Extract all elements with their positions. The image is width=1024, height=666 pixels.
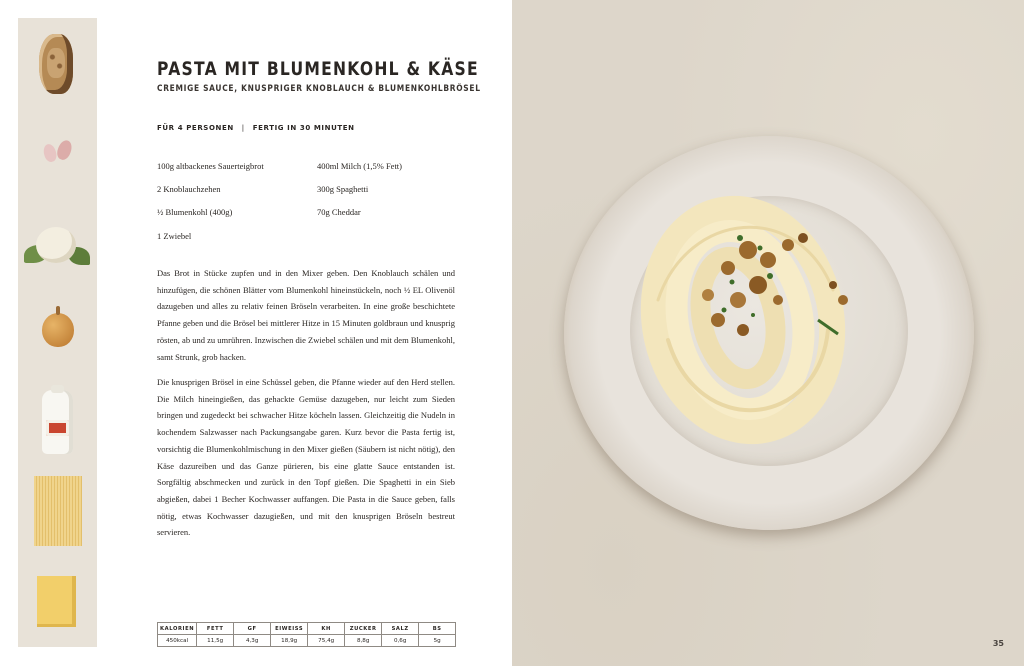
page-number: 35 [992,639,1004,648]
nutrition-value: 11,5g [197,635,234,647]
cauliflower-icon [24,223,90,273]
recipe-meta [157,124,355,132]
ingredient-item: 2 Knoblauchzehen [157,184,221,194]
ingredient-item: 100g altbackenes Sauerteigbrot [157,161,264,171]
cheese-icon [37,576,76,627]
ingredient-item: 1 Zwiebel [157,231,192,241]
method-step-1: Das Brot in Stücke zupfen und in den Mixer geben. Den Knoblauch schälen und hinzufügen, die schönen Blätter vom Blumenkohl hineinstückeln, noch ½ EL Olivenöl dazugeben und alles zu relativ feinen Bröseln verarbeiten. In eine große beschichtete Pfanne geben und die Brösel bei mittlerer Hitze in 15 Minuten goldbraun und knusprig rösten, ab und zu umrühren. Inzwischen die Zwiebel schälen und mit dem Blumenkohl, samt Strunk, grob hacken. [157,268,455,362]
milk-bottle-icon [42,390,73,454]
ingredient-item: 70g Cheddar [317,207,361,217]
recipe-title: PASTA MIT BLUMENKOHL & KÄSE [157,58,479,80]
ingredient-item: ½ Blumenkohl (400g) [157,207,233,217]
nutrition-value: 18,9g [271,635,308,647]
nutrition-table [157,622,456,647]
nutrition-header: EIWEISS [271,623,308,635]
spaghetti-icon [34,476,82,546]
method-step-2: Die knusprigen Brösel in eine Schüssel geben, die Pfanne wieder auf den Herd stellen. Die Milch hineingießen, das gehackte Gemüse dazugeben, nur leicht zum Sieden bringen und zugedeckt bei schwacher Hitze köcheln lassen. Gleichzeitig die Nudeln in kochendem Salzwasser nach Packungsangabe garen. Kurz bevor die Pasta fertig ist, vorsichtig die Blumenkohlmischung in den Mixer gießen (Säubern ist nicht nötig), den Käse dazureiben und das Ganze pürieren, bis eine glatte Sauce entstanden ist. Sorgfältig abschmecken und zurück in den Topf gießen. Die Spaghetti in ein Sieb abgießen, dabei 1 Becher Kochwasser auffangen. Die Pasta in die Sauce geben, falls nötig, etwas Kochwasser dazugießen, und mit den knusprigen Bröseln bestreut servieren. [157,377,455,538]
nutrition-header: FETT [197,623,234,635]
nutrition-value: 450kcal [158,635,197,647]
servings: FÜR 4 PERSONEN [157,124,234,132]
nutrition-value: 4,3g [234,635,271,647]
nutrition-value: 75,4g [308,635,345,647]
bread-icon [39,34,73,94]
garlic-clove-icon [55,138,74,161]
onion-icon [42,313,74,347]
meta-separator: | [241,124,245,132]
recipe-subtitle: CREMIGE SAUCE, KNUSPRIGER KNOBLAUCH & BLUMENKOHLBRÖSEL [157,84,481,94]
nutrition-header: ZUCKER [345,623,382,635]
ingredient-item: 300g Spaghetti [317,184,369,194]
nutrition-header-row [158,623,456,635]
nutrition-header: GF [234,623,271,635]
ingredient-image-strip [18,18,97,647]
ingredient-item: 400ml Milch (1,5% Fett) [317,161,402,171]
nutrition-value: 5g [419,635,456,647]
prep-time: FERTIG IN 30 MINUTEN [252,124,355,132]
garlic-icon [42,143,58,163]
nutrition-header: KH [308,623,345,635]
spaghetti-nest [628,190,858,450]
dish-photo [512,0,1024,666]
nutrition-value: 0,6g [382,635,419,647]
nutrition-value-row [158,635,456,647]
nutrition-header: KALORIEN [158,623,197,635]
nutrition-header: BS [419,623,456,635]
nutrition-value: 8,8g [345,635,382,647]
nutrition-header: SALZ [382,623,419,635]
